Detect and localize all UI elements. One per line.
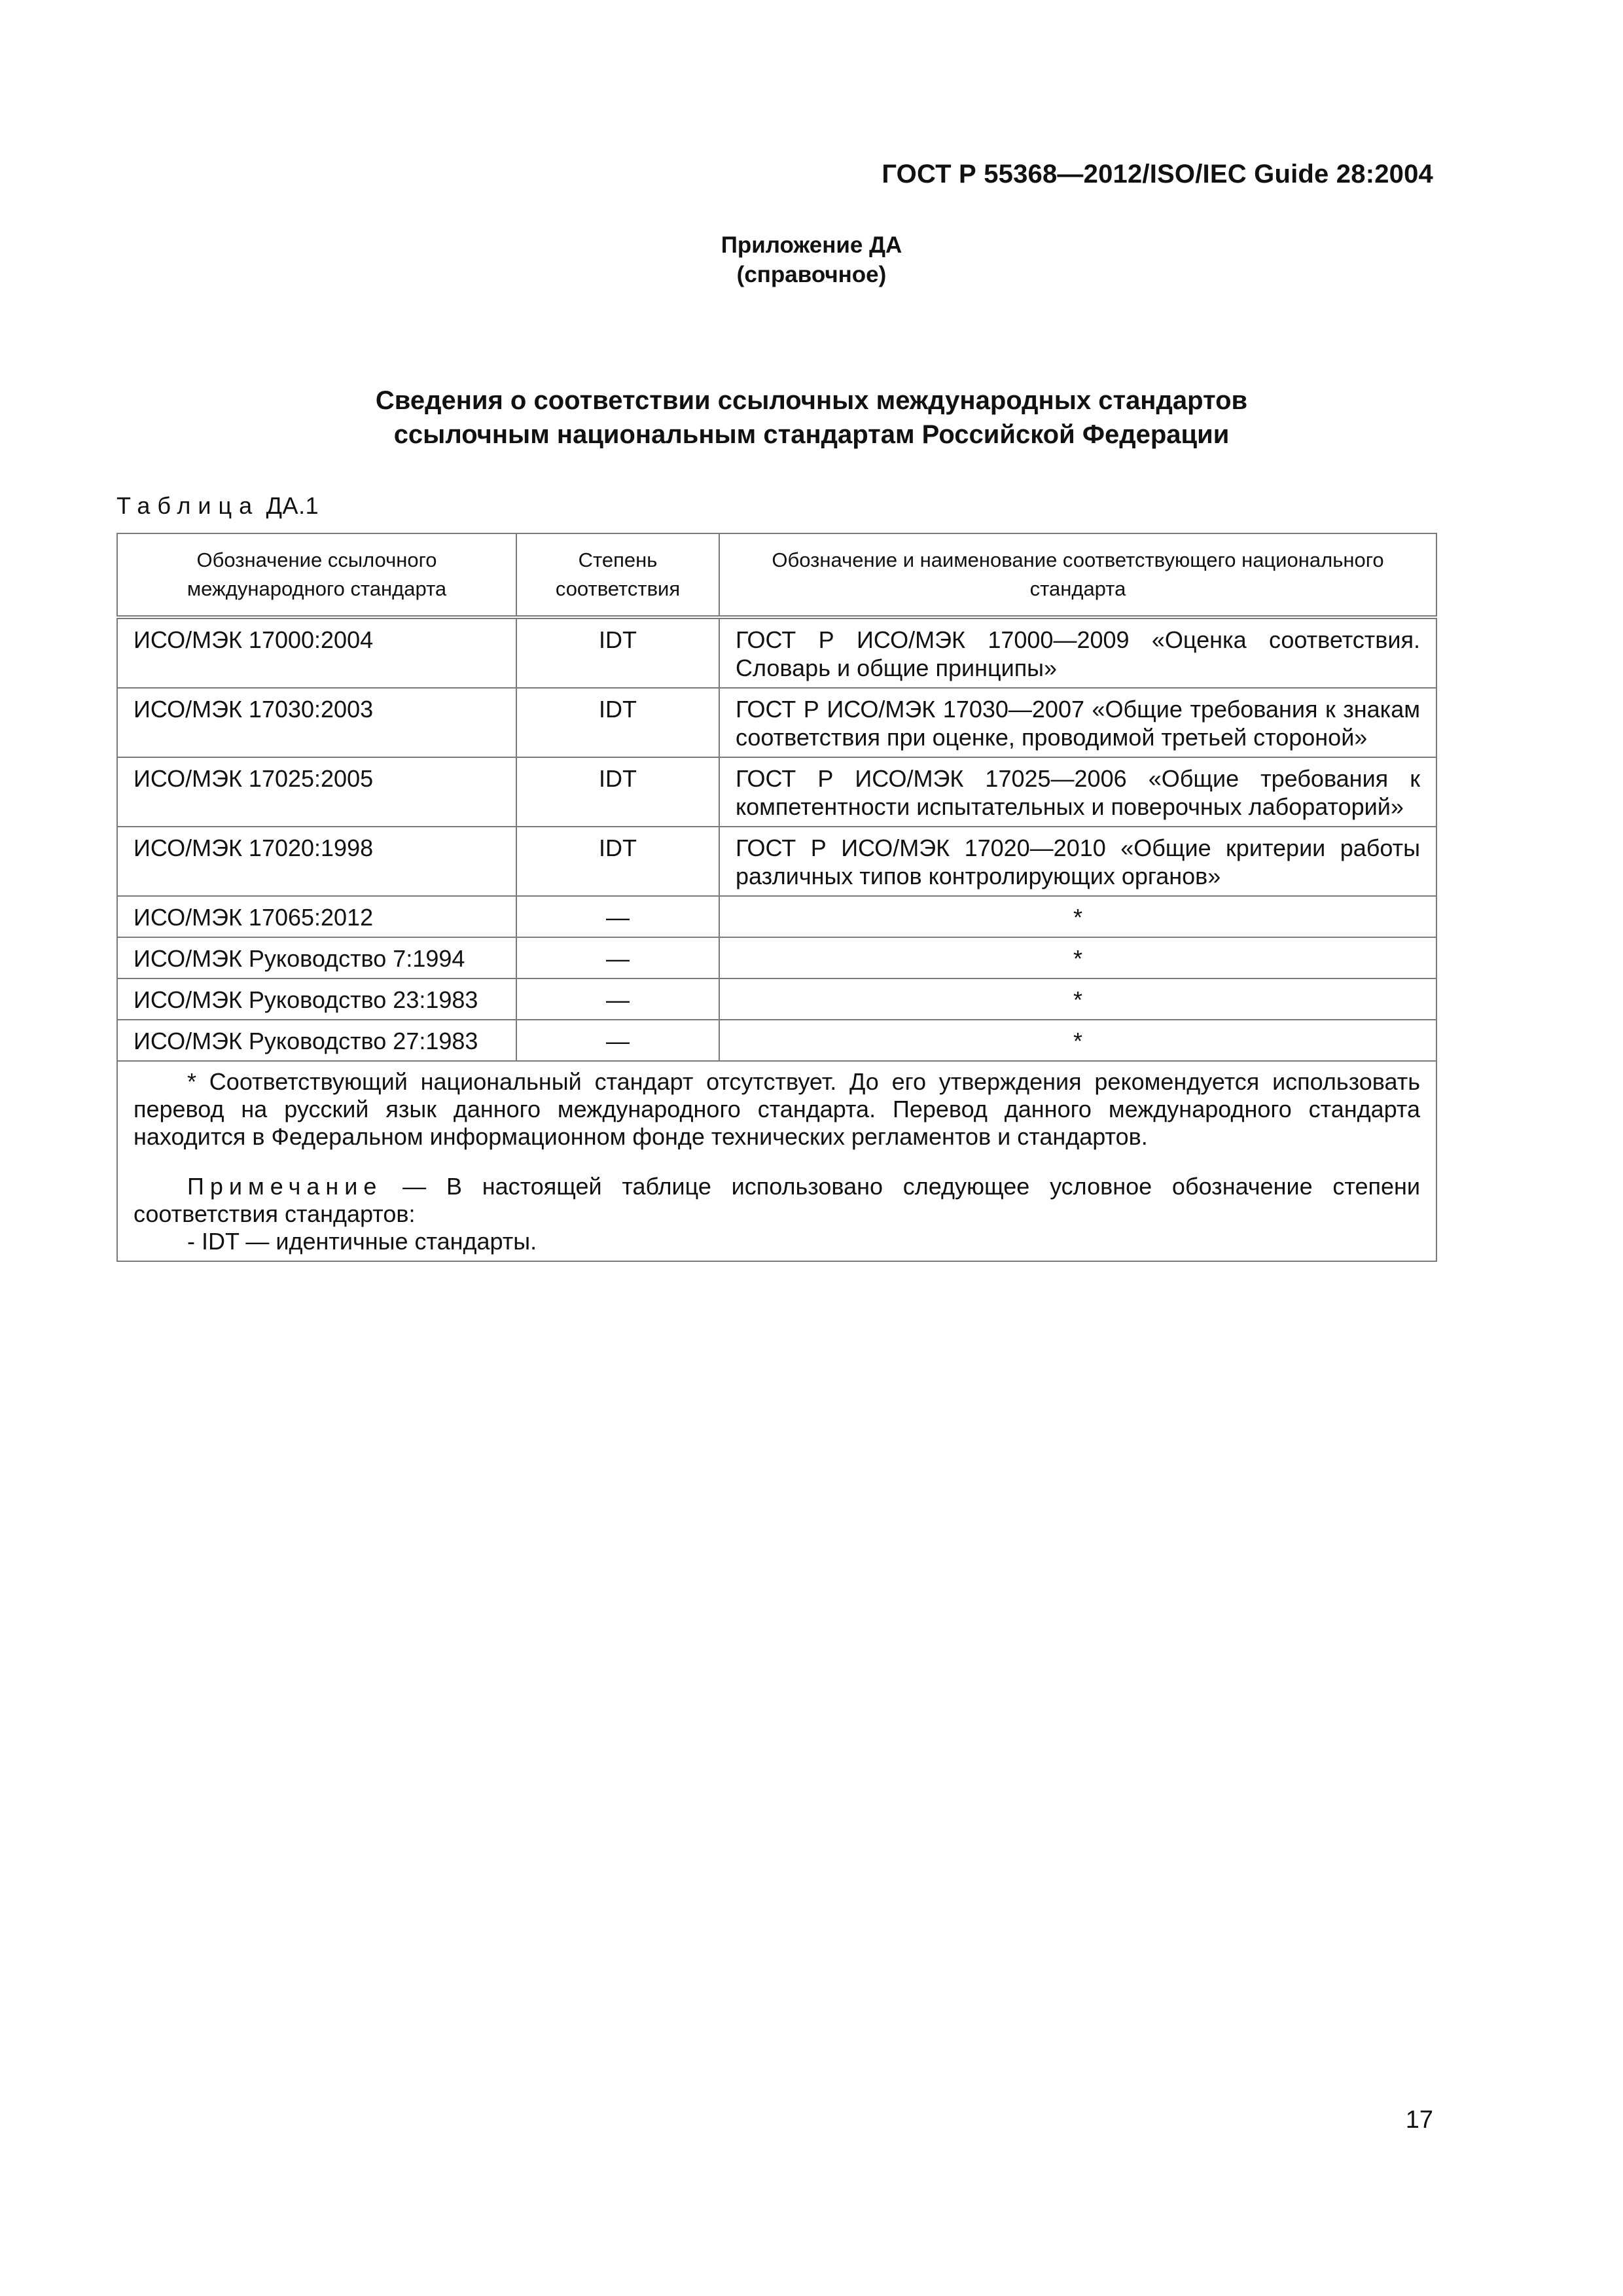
table-row [117,827,1436,896]
section-heading-line-2: ссылочным национальным стандартам Российской Федерации [393,420,1230,449]
cell-degree: IDT [516,757,719,827]
appendix-title: Приложение ДА [721,232,902,258]
table-row [117,896,1436,937]
cell-ref: ИСО/МЭК 17000:2004 [117,617,516,688]
cell-national: ГОСТ Р ИСО/МЭК 17030—2007 «Общие требования к знакам соответствия при оценке, проводимой третьей стороной» [719,688,1436,757]
cell-ref: ИСО/МЭК 17025:2005 [117,757,516,827]
note-text: — В настоящей таблице использовано следующее условное обозначение степени соответствия стандартов: [134,1173,1420,1227]
note-item: - IDT — идентичные стандарты. [187,1228,537,1255]
page-number: 17 [1405,2106,1433,2134]
cell-national: * [719,896,1436,937]
cell-national: * [719,937,1436,978]
cell-ref: ИСО/МЭК 17030:2003 [117,688,516,757]
cell-ref: ИСО/МЭК Руководство 23:1983 [117,978,516,1020]
cell-ref: ИСО/МЭК Руководство 7:1994 [117,937,516,978]
table-footnote: * Соответствующий национальный стандарт отсутствует. До его утверждения рекомендуется использовать перевод на русский язык данного международного стандарта. Перевод данного международного стандарта находится в Федеральном информационном фонде технических регламентов и стандартов. [134,1068,1420,1150]
header-national-standard: Обозначение и наименование соответствующего национального стандарта [719,533,1436,617]
cell-degree: — [516,1020,719,1061]
cell-national: ГОСТ Р ИСО/МЭК 17020—2010 «Общие критерии работы различных типов контролирующих органов» [719,827,1436,896]
cell-degree: IDT [516,617,719,688]
cell-national: * [719,978,1436,1020]
header-international-standard: Обозначение ссылочного международного стандарта [117,533,516,617]
section-heading-line-1: Сведения о соответствии ссылочных международных стандартов [375,386,1248,415]
note-label: Примечание [187,1173,383,1200]
table-note [134,1173,1420,1228]
table-header-row [117,533,1436,617]
cell-degree: — [516,896,719,937]
cell-degree: — [516,937,719,978]
appendix-kind: (справочное) [736,262,887,287]
table-row [117,757,1436,827]
table-label-word: Таблица [116,492,260,519]
table-row [117,1020,1436,1061]
table-row [117,617,1436,688]
appendix-heading [0,230,1623,289]
cell-national: ГОСТ Р ИСО/МЭК 17025—2006 «Общие требования к компетентности испытательных и поверочных лабораторий» [719,757,1436,827]
table-footer [117,1061,1436,1261]
table-row [117,688,1436,757]
cell-ref: ИСО/МЭК 17020:1998 [117,827,516,896]
cell-national: ГОСТ Р ИСО/МЭК 17000—2009 «Оценка соответствия. Словарь и общие принципы» [719,617,1436,688]
cell-degree: IDT [516,688,719,757]
table-row [117,937,1436,978]
document-code: ГОСТ Р 55368—2012/ISO/IEC Guide 28:2004 [882,160,1433,188]
cell-degree: IDT [516,827,719,896]
cell-ref: ИСО/МЭК 17065:2012 [117,896,516,937]
cell-ref: ИСО/МЭК Руководство 27:1983 [117,1020,516,1061]
table-label [116,492,319,520]
standards-correspondence-table [116,533,1437,1262]
header-conformity-degree: Степень соответствия [516,533,719,617]
cell-national: * [719,1020,1436,1061]
cell-degree: — [516,978,719,1020]
table-row [117,978,1436,1020]
table-label-id: ДА.1 [266,492,319,519]
table-footer-row [117,1061,1436,1261]
section-heading [0,384,1623,452]
